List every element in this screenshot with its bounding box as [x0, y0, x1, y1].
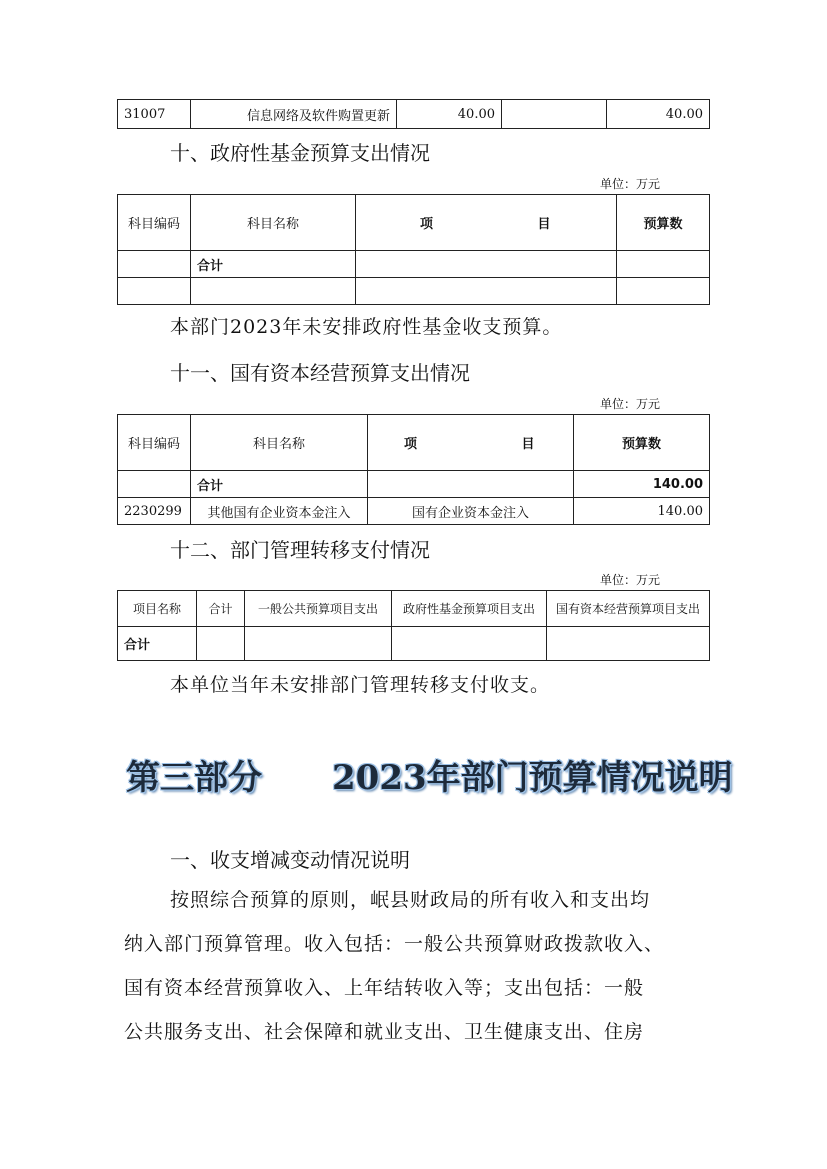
paragraph-line: 国有资本经营预算收入、上年结转收入等；支出包括：一般	[124, 977, 645, 999]
cell-name: 信息网络及软件购置更新	[191, 100, 397, 129]
table-header-row	[118, 415, 710, 471]
cell-code: 31007	[118, 100, 191, 129]
section-10-title: 十、政府性基金预算支出情况	[170, 141, 430, 165]
cell-code: 2230299	[118, 498, 191, 525]
section-12-unit: 单位：万元	[600, 573, 661, 587]
top-expense-table	[117, 99, 710, 129]
section-12-title: 十二、部门管理转移支付情况	[170, 538, 430, 562]
total-value: 140.00	[574, 471, 710, 498]
total-label: 合计	[191, 471, 368, 498]
transfer-payment-table	[117, 590, 710, 661]
header-item: 项 目	[368, 415, 574, 471]
cell-budget: 140.00	[574, 498, 710, 525]
header-general: 一般公共预算项目支出	[245, 591, 392, 627]
section-11-unit: 单位：万元	[600, 397, 661, 411]
header-code: 科目编码	[118, 415, 191, 471]
section-10-note: 本部门2023年未安排政府性基金收支预算。	[170, 316, 563, 338]
header-state: 国有资本经营预算项目支出	[547, 591, 710, 627]
cell-item: 国有企业资本金注入	[368, 498, 574, 525]
paragraph-line: 公共服务支出、社会保障和就业支出、卫生健康支出、住房	[124, 1021, 645, 1043]
header-fund: 政府性基金预算项目支出	[392, 591, 547, 627]
subsection-1-title: 一、收支增减变动情况说明	[170, 848, 410, 872]
table-row	[118, 498, 710, 525]
paragraph-line: 纳入部门预算管理。收入包括：一般公共预算财政拨款收入、	[124, 933, 665, 955]
header-total: 合计	[197, 591, 245, 627]
section-12-note: 本单位当年未安排部门管理转移支付收支。	[170, 674, 551, 696]
part-three-heading	[126, 750, 733, 799]
section-11-title: 十一、国有资本经营预算支出情况	[170, 361, 470, 385]
part-label: 第三部分	[126, 758, 262, 798]
cell-col4	[502, 100, 607, 129]
header-name: 科目名称	[191, 195, 356, 251]
table-header-row	[118, 195, 710, 251]
table-row	[118, 278, 710, 305]
table-row	[118, 627, 710, 661]
header-budget: 预算数	[617, 195, 710, 251]
header-item: 项 目	[356, 195, 617, 251]
header-name: 科目名称	[191, 415, 368, 471]
cell-col5: 40.00	[607, 100, 710, 129]
state-capital-table	[117, 414, 710, 525]
part-title: 2023年部门预算情况说明	[332, 758, 733, 798]
total-label: 合计	[191, 251, 356, 278]
total-label: 合计	[118, 627, 197, 661]
table-row	[118, 100, 710, 129]
cell-amount: 40.00	[397, 100, 502, 129]
cell-name: 其他国有企业资本金注入	[191, 498, 368, 525]
table-header-row	[118, 591, 710, 627]
table-row	[118, 251, 710, 278]
fund-budget-table	[117, 194, 710, 305]
header-budget: 预算数	[574, 415, 710, 471]
header-code: 科目编码	[118, 195, 191, 251]
section-10-unit: 单位：万元	[600, 177, 661, 191]
table-row	[118, 471, 710, 498]
header-project: 项目名称	[118, 591, 197, 627]
paragraph-line: 按照综合预算的原则，岷县财政局的所有收入和支出均	[170, 889, 651, 911]
